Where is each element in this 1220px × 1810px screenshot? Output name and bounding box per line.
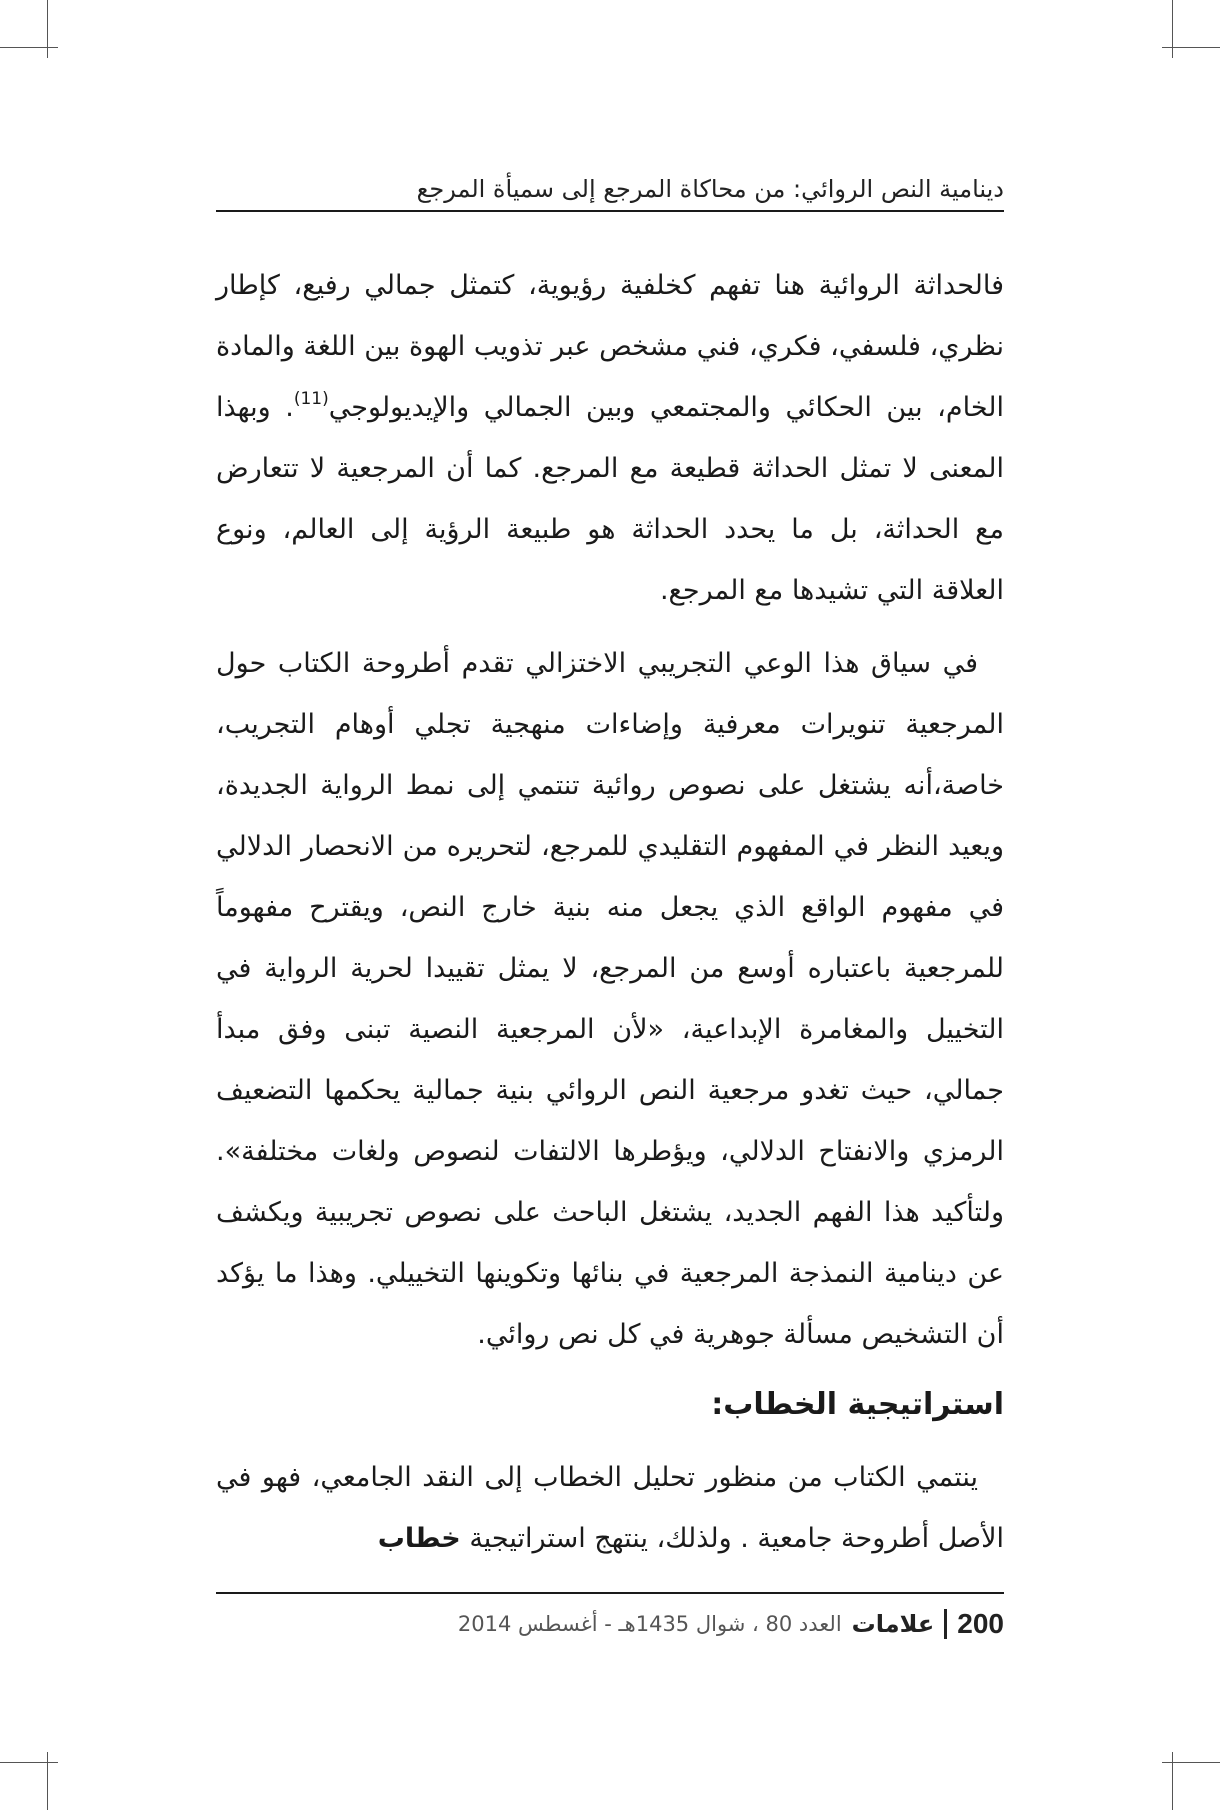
footer-rule xyxy=(216,1592,1004,1594)
crop-mark-top-left-v xyxy=(47,0,48,58)
paragraph-3-bold-word: خطاب xyxy=(377,1523,461,1554)
crop-mark-top-right-v xyxy=(1172,0,1173,58)
running-title: دينامية النص الروائي: من محاكاة المرجع إلى سميأة المرجع xyxy=(416,175,1004,203)
footer-separator xyxy=(944,1609,947,1639)
section-heading: استراتيجية الخطاب: xyxy=(711,1387,1004,1422)
crop-mark-top-left-h xyxy=(0,47,58,48)
paragraph-3 xyxy=(216,1447,1004,1569)
crop-mark-bottom-left-h xyxy=(0,1762,58,1763)
paragraph-3-text: ينتمي الكتاب من منظور تحليل الخطاب إلى النقد الجامعي، فهو في الأصل أطروحة جامعية . ولذلك، ينتهج استراتيجية xyxy=(216,1462,1004,1554)
crop-mark-bottom-right-v xyxy=(1172,1752,1173,1810)
crop-mark-bottom-left-v xyxy=(47,1752,48,1810)
header-rule xyxy=(216,210,1004,212)
article-body xyxy=(216,255,1004,1569)
paragraph-1 xyxy=(216,255,1004,621)
issue-info: العدد 80 ، شوال 1435هـ - أغسطس 2014 xyxy=(457,1612,842,1636)
page-number: 200 xyxy=(957,1608,1004,1639)
paragraph-2: في سياق هذا الوعي التجريبي الاختزالي تقدم أطروحة الكتاب حول المرجعية تنويرات معرفية وإضاءات منهجية تجلي أوهام التجريب، خاصة،أنه يشتغل على نصوص روائية تنتمي إلى نمط الرواية الجديدة، ويعيد النظر في المفهوم التقليدي للمرجع، لتحريره من الانحصار الدلالي في مفهوم الواقع الذي يجعل منه بنية خارج النص، ويقترح مفهوماً للمرجعية باعتباره أوسع من المرجع، لا يمثل تقييدا لحرية الرواية في التخييل والمغامرة الإبداعية، «لأن المرجعية النصية تبنى وفق مبدأ جمالي، حيث تغدو مرجعية النص الروائي بنية جمالية يحكمها التضعيف الرمزي والانفتاح الدلالي، ويؤطرها الالتفات لنصوص ولغات مختلفة». ولتأكيد هذا الفهم الجديد، يشتغل الباحث على نصوص تجريبية ويكشف عن دينامية النمذجة المرجعية في بنائها وتكوينها التخييلي. وهذا ما يؤكد أن التشخيص مسألة جوهرية في كل نص روائي. xyxy=(216,648,1004,1350)
page-footer xyxy=(216,1602,1004,1646)
paragraph-1-text-b: . وبهذا المعنى لا تمثل الحداثة قطيعة مع المرجع. كما أن المرجعية لا تتعارض مع الحداثة، بل ما يحدد الحداثة هو طبيعة الرؤية إلى العالم، ونوع العلاقة التي تشيدها مع المرجع. xyxy=(216,392,1004,606)
journal-name: علامات xyxy=(851,1610,935,1638)
footnote-ref-11: (11) xyxy=(293,389,329,409)
crop-mark-bottom-right-h xyxy=(1162,1762,1220,1763)
crop-mark-top-right-h xyxy=(1162,47,1220,48)
paragraph-1-text-a: فالحداثة الروائية هنا تفهم كخلفية رؤيوية، كتمثل جمالي رفيع، كإطار نظري، فلسفي، فكري، فني مشخص عبر تذويب الهوة بين اللغة والمادة الخام، بين الحكائي والمجتمعي وبين الجمالي والإيديولوجي xyxy=(216,270,1004,423)
